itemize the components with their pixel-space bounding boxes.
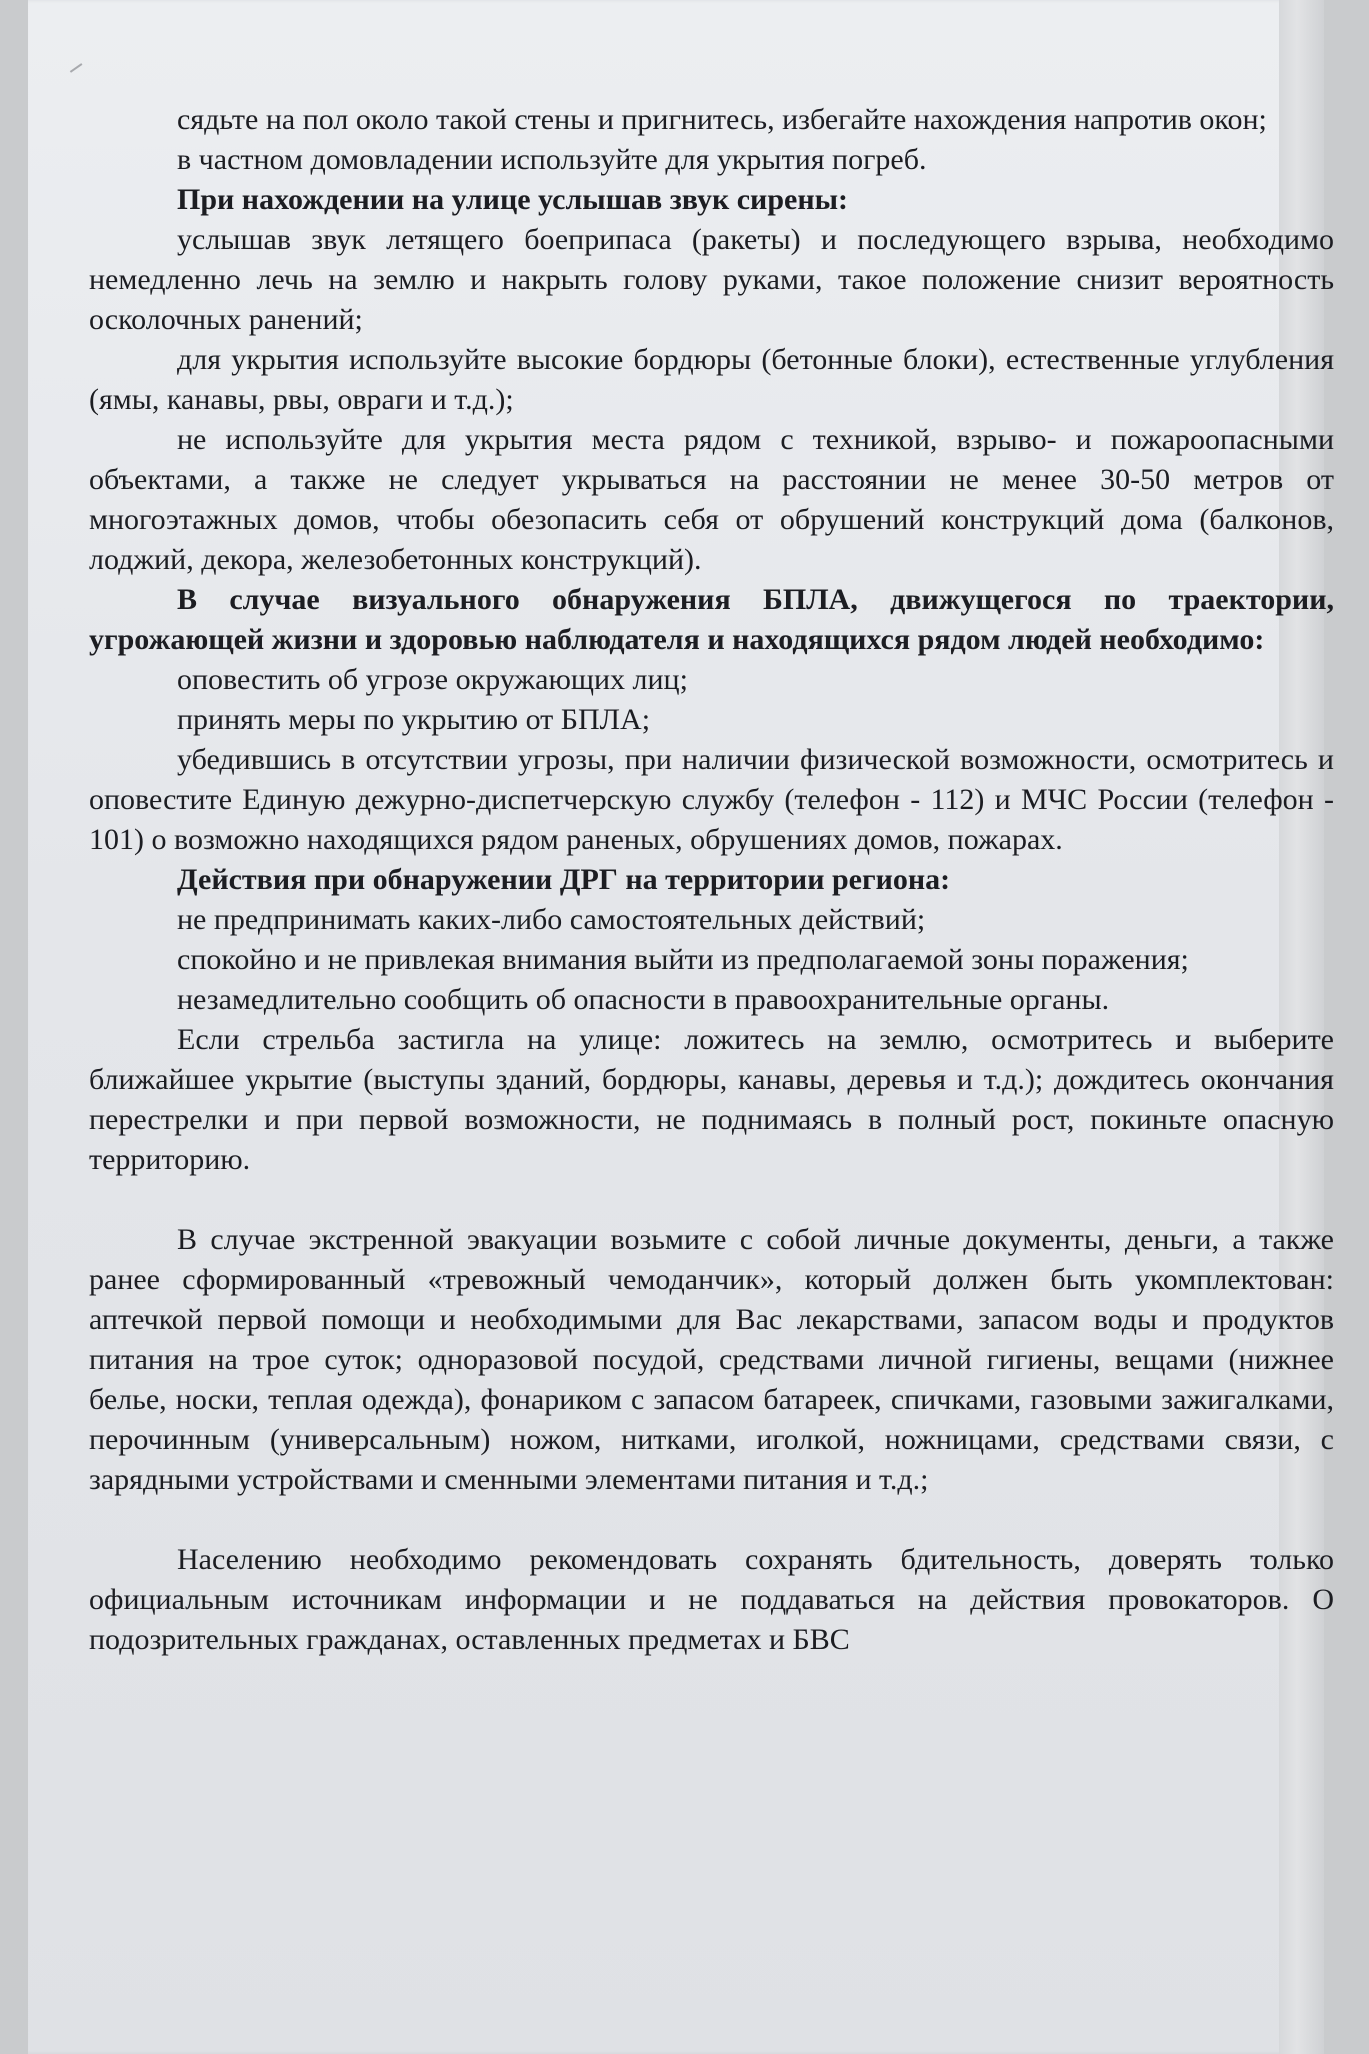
document-page xyxy=(28,0,1334,2054)
heading-uav-detection: В случае визуального обнаружения БПЛА, движущегося по траектории, угрожающей жизни и здоровью наблюдателя и находящихся рядом людей необходимо: xyxy=(89,583,1334,656)
paragraph-sit-near-wall: сядьте на пол около такой стены и пригнитесь, избегайте нахождения напротив окон; xyxy=(177,103,1267,136)
paragraph-shooting-on-street: Если стрельба застигла на улице: ложитесь на землю, осмотритесь и выберите ближайшее укрытие (выступы зданий, бордюры, канавы, деревья и т.д.); дождитесь окончания перестрелки и при первой возможности, не поднимаясь в полный рост, покиньте опасную территорию. xyxy=(89,1023,1334,1176)
paragraph-gap xyxy=(89,1180,1334,1220)
paragraph-lie-down: услышав звук летящего боеприпаса (ракеты) и последующего взрыва, необходимо немедленно лечь на землю и накрыть голову руками, такое положение снизит вероятность осколочных ранений; xyxy=(89,223,1334,336)
paragraph-notify-services: убедившись в отсутствии угрозы, при наличии физической возможности, осмотритесь и оповестите Единую дежурно-диспетчерскую службу (телефон - 112) и МЧС России (телефон - 101) о возможно находящихся рядом раненых, обрушениях домов, пожарах. xyxy=(89,743,1334,856)
paragraph-gap xyxy=(89,1500,1334,1540)
heading-drg-actions: Действия при обнаружении ДРГ на территории региона: xyxy=(177,863,951,896)
page-corner-mark xyxy=(70,63,88,81)
document-text xyxy=(89,100,1334,1660)
heading-on-street-siren: При нахождении на улице услышав звук сирены: xyxy=(177,183,849,216)
paragraph-evacuation: В случае экстренной эвакуации возьмите с собой личные документы, деньги, а также ранее сформированный «тревожный чемоданчик», который должен быть укомплектован: аптечкой первой помощи и необходимыми для Вас лекарствами, запасом воды и продуктов питания на трое суток; одноразовой посудой, средствами личной гигиены, вещами (нижнее белье, носки, теплая одежда), фонариком с запасом батареек, спичками, газовыми зажигалками, перочинным (универсальным) ножом, нитками, иголкой, ножницами, средствами связи, с зарядными устройствами и сменными элементами питания и т.д.; xyxy=(89,1223,1334,1496)
paragraph-avoid-hazards: не используйте для укрытия места рядом с техникой, взрыво- и пожароопасными объектами, а также не следует укрываться на расстоянии не менее 30-50 метров от многоэтажных домов, чтобы обезопасить себя от обрушений конструкций дома (балконов, лоджий, декора, железобетонных конструкций). xyxy=(89,423,1334,576)
paragraph-take-cover-uav: принять меры по укрытию от БПЛА; xyxy=(177,703,651,736)
paragraph-use-curbs: для укрытия используйте высокие бордюры (бетонные блоки), естественные углубления (ямы, канавы, рвы, овраги и т.д.); xyxy=(89,343,1334,416)
paragraph-report-danger: незамедлительно сообщить об опасности в правоохранительные органы. xyxy=(177,983,1110,1016)
paragraph-leave-zone: спокойно и не привлекая внимания выйти из предполагаемой зоны поражения; xyxy=(177,943,1189,976)
paragraph-private-house-cellar: в частном домовладении используйте для укрытия погреб. xyxy=(177,143,927,176)
paragraph-no-independent-actions: не предпринимать каких-либо самостоятельных действий; xyxy=(177,903,926,936)
paragraph-vigilance: Населению необходимо рекомендовать сохранять бдительность, доверять только официальным источникам информации и не поддаваться на действия провокаторов. О подозрительных гражданах, оставленных предметах и БВС xyxy=(89,1543,1334,1656)
paragraph-warn-others: оповестить об угрозе окружающих лиц; xyxy=(177,663,688,696)
